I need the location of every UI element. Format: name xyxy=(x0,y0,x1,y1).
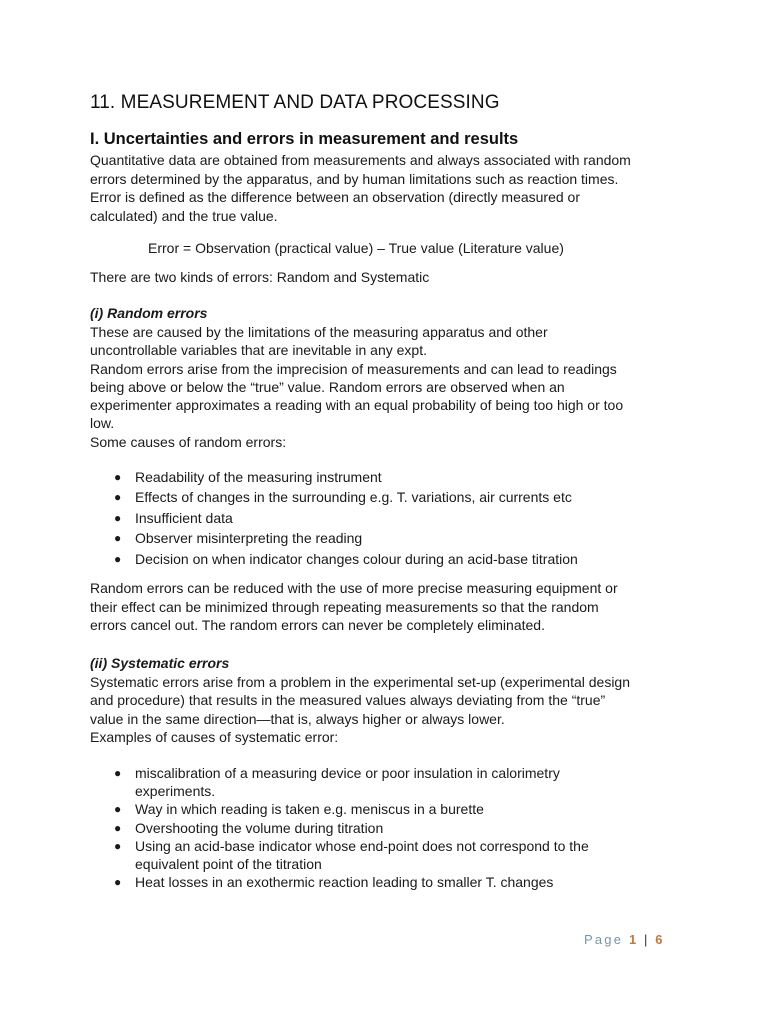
list-item: ● Effects of changes in the surrounding e.g. T. variations, air currents etc xyxy=(112,487,672,507)
list-item: ● Heat losses in an exothermic reaction leading to smaller T. changes xyxy=(114,874,554,891)
text-line: Examples of causes of systematic error: xyxy=(90,728,339,745)
text-line: Some causes of random errors: xyxy=(90,433,287,450)
systematic-errors-paragraph xyxy=(90,673,680,746)
list-item: ● Decision on when indicator changes colour during an acid-base titration xyxy=(112,549,672,569)
random-causes-list xyxy=(112,467,672,569)
systematic-causes-list xyxy=(112,764,672,891)
random-errors-paragraph xyxy=(90,323,680,451)
bullet-icon: ● xyxy=(114,551,122,566)
random-errors-heading: (i) Random errors xyxy=(90,305,208,321)
page-current: 1 xyxy=(628,932,637,947)
bullet-icon: ● xyxy=(114,820,122,835)
text-line: uncontrollable variables that are inevitable in any expt. xyxy=(90,342,427,359)
kinds-of-errors: There are two kinds of errors: Random and Systematic xyxy=(90,269,430,285)
page-label: Page xyxy=(584,932,624,947)
list-item: ● Insufficient data xyxy=(112,508,672,528)
bullet-icon: ● xyxy=(114,802,122,817)
random-reduction-paragraph xyxy=(90,579,680,635)
list-item: ● Using an acid-base indicator whose end-point does not correspond to the equivalent point of the titration xyxy=(114,837,589,873)
list-item: ● Overshooting the volume during titration xyxy=(114,819,384,836)
error-formula: Error = Observation (practical value) – True value (Literature value) xyxy=(148,240,564,256)
bullet-icon: ● xyxy=(114,470,122,484)
text-line: calculated) and the true value. xyxy=(90,207,278,224)
list-item: ● Readability of the measuring instrument xyxy=(112,467,672,487)
intro-paragraph xyxy=(90,151,680,225)
text-line: Random errors arise from the imprecision of measurements and can lead to readings xyxy=(90,360,617,377)
text-line: Error is defined as the difference between an observation (directly measured or xyxy=(90,189,581,205)
bullet-icon: ● xyxy=(114,766,122,780)
page-total: 6 xyxy=(655,932,663,947)
section-heading: I. Uncertainties and errors in measurement and results xyxy=(90,130,519,148)
list-item: ● miscalibration of a measuring device or poor insulation in calorimetry experiments. xyxy=(114,765,560,800)
document-title: 11. MEASUREMENT AND DATA PROCESSING xyxy=(90,92,500,113)
text-line: Random errors can be reduced with the use of more precise measuring equipment or xyxy=(90,580,618,596)
list-item: ● Observer misinterpreting the reading xyxy=(112,528,672,548)
bullet-icon: ● xyxy=(114,838,122,853)
text-line: errors determined by the apparatus, and by human limitations such as reaction times. xyxy=(90,170,619,187)
text-line: These are caused by the limitations of the measuring apparatus and other xyxy=(90,324,548,340)
text-line: errors cancel out. The random errors can never be completely eliminated. xyxy=(90,617,545,633)
text-line: Quantitative data are obtained from measurements and always associated with random xyxy=(90,152,631,168)
text-line: their effect can be minimized through repeating measurements so that the random xyxy=(90,598,599,615)
bullet-icon: ● xyxy=(114,531,122,546)
systematic-errors-heading: (ii) Systematic errors xyxy=(90,655,230,671)
page-number-footer xyxy=(584,932,662,947)
text-line: experimenter approximates a reading with an equal probability of being too high or too xyxy=(90,397,624,414)
page-separator: | xyxy=(644,932,648,947)
text-line: low. xyxy=(90,415,115,432)
text-line: and procedure) that results in the measured values always deviating from the “true” xyxy=(90,692,606,709)
text-line: value in the same direction—that is, always higher or always lower. xyxy=(90,710,505,727)
bullet-icon: ● xyxy=(114,490,122,505)
text-line: being above or below the “true” value. Random errors are observed when an xyxy=(90,378,565,395)
bullet-icon: ● xyxy=(114,875,122,890)
list-item: ● Way in which reading is taken e.g. meniscus in a burette xyxy=(114,801,484,818)
bullet-icon: ● xyxy=(114,510,122,525)
text-line: Systematic errors arise from a problem in the experimental set-up (experimental design xyxy=(90,674,631,690)
